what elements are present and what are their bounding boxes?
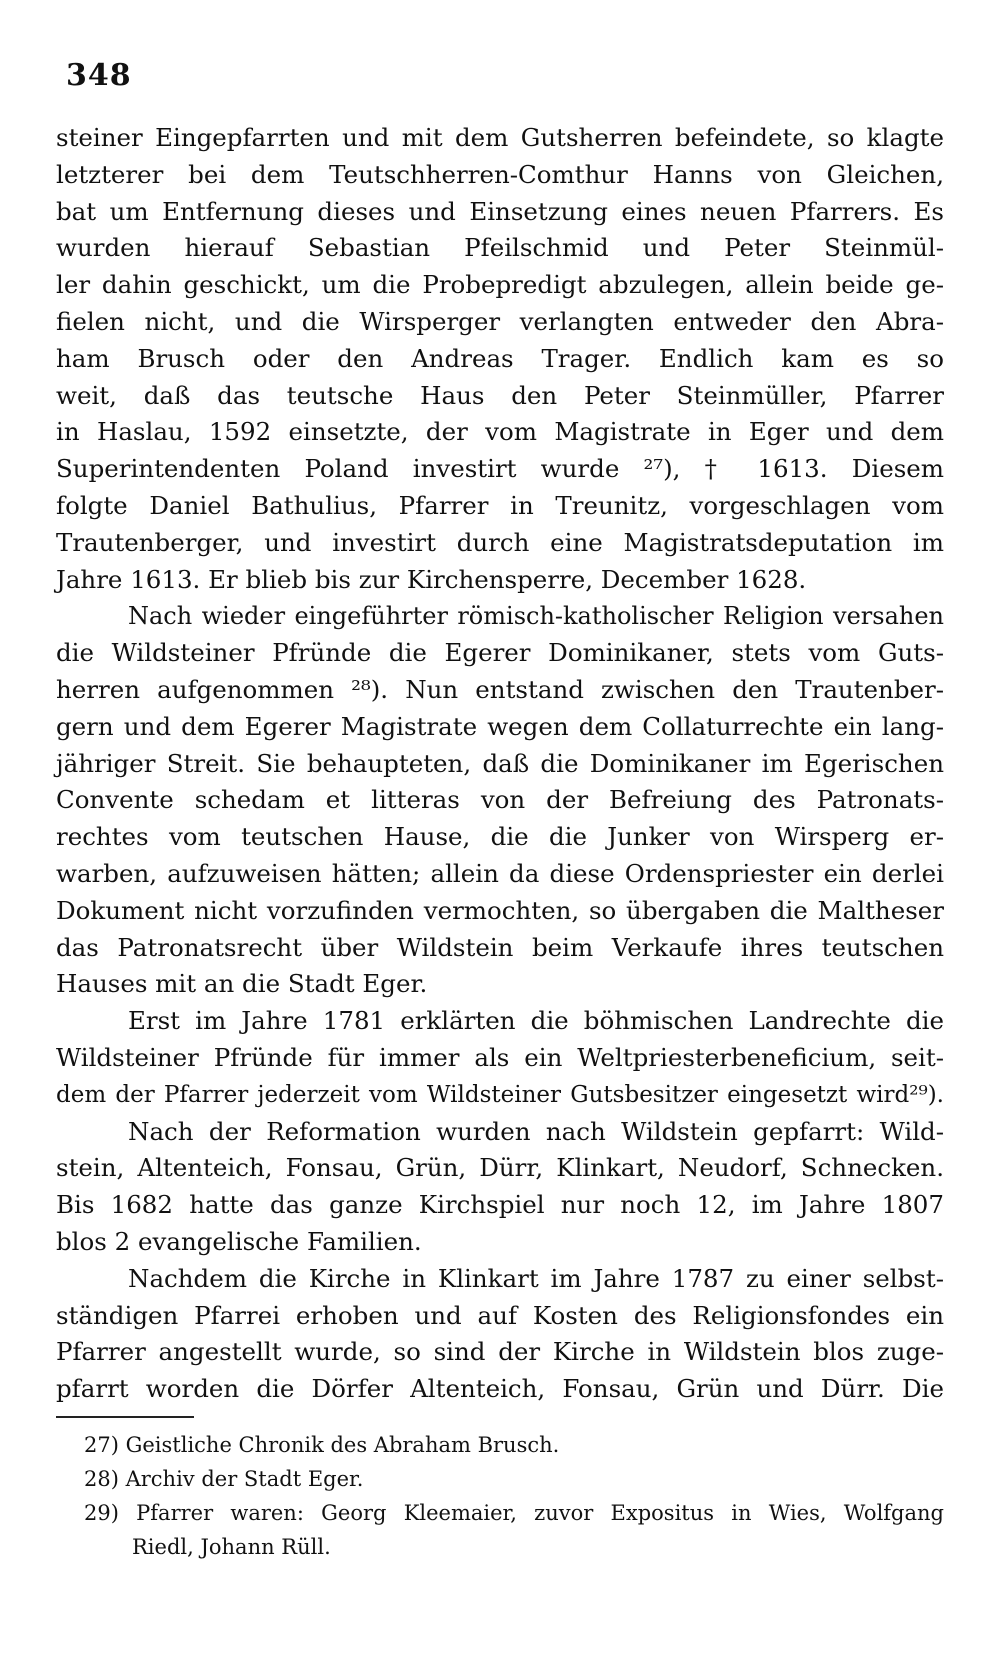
text-line: Wildsteiner Pfründe für immer als ein Weltpriesterbeneficium, seit-	[56, 1042, 944, 1072]
text-line: folgte Daniel Bathulius, Pfarrer in Treunitz, vorgeschlagen vom	[56, 490, 944, 520]
text-line: Jahre 1613. Er blieb bis zur Kirchensperre, December 1628.	[56, 564, 807, 594]
text-line: rechtes vom teutschen Hause, die die Junker von Wirsperg er-	[56, 822, 944, 852]
text-line: ständigen Pfarrei erhoben und auf Kosten des Religionsfondes ein	[56, 1300, 944, 1330]
footnote-29: 29) Pfarrer waren: Georg Kleemaier, zuvor Expositus in Wies, Wolfgang	[84, 1501, 944, 1525]
text-line: Dokument nicht vorzufinden vermochten, so übergaben die Malthеser	[56, 895, 944, 925]
footnote-28: 28) Archiv der Stadt Eger.	[84, 1467, 364, 1491]
text-line: bat um Entfernung dieses und Einsetzung eines neuen Pfarrers. Es	[56, 196, 944, 226]
text-line: Superintendenten Poland investirt wurde ²⁷), † 1613. Diesem	[56, 454, 944, 484]
text-line: Bis 1682 hatte das ganze Kirchspiel nur noch 12, im Jahre 1807	[56, 1190, 944, 1220]
text-line: steiner Eingepfarrten und mit dem Gutsherren befeindete, so klagte	[56, 123, 944, 152]
text-line: pfarrt worden die Dörfer Altenteich, Fonsau, Grün und Dürr. Die	[56, 1374, 944, 1404]
text-line: Nach wieder eingeführter römisch-katholischer Religion versahen	[128, 602, 944, 631]
footnote-divider	[56, 1416, 194, 1418]
text-line: herren aufgenommen ²⁸). Nun entstand zwischen den Trautenber-	[56, 674, 944, 704]
text-line: Trautenberger, und investirt durch eine Magistratsdeputation im	[56, 527, 944, 557]
text-line: jähriger Streit. Sie behaupteten, daß die Dominikaner im Egerischen	[56, 748, 944, 778]
text-line: Nach der Reformation wurden nach Wildstein gepfarrt: Wild-	[128, 1116, 944, 1146]
body-text	[56, 120, 944, 1408]
text-line: letzterer bei dem Teutschherren-Comthur Hanns von Gleichen,	[56, 159, 944, 189]
text-line: in Haslau, 1592 einsetzte, der vom Magistrate in Eger und dem	[56, 417, 944, 447]
text-line: Hauses mit an die Stadt Eger.	[56, 969, 428, 999]
text-line: warben, aufzuweisen hätten; allein da diese Ordenspriester ein derlei	[56, 858, 944, 888]
footnotes	[84, 1428, 944, 1564]
text-line: Erst im Jahre 1781 erklärten die böhmischen Landrechte die	[128, 1006, 944, 1036]
text-line: Pfarrer angestellt wurde, so sind der Kirche in Wildstein blos zuge-	[56, 1337, 944, 1367]
footnote-29-continuation: Riedl, Johann Rüll.	[132, 1535, 331, 1559]
text-line: Convente schedam et litteras von der Befreiung des Patronats-	[56, 785, 944, 815]
text-line: dem der Pfarrer jederzeit vom Wildsteiner Gutsbesitzer eingesetzt wird²⁹).	[56, 1081, 944, 1108]
text-line: blos 2 evangelische Familien.	[56, 1226, 422, 1256]
text-line: ler dahin geschickt, um die Probepredigt abzulegen, allein beide ge-	[56, 270, 944, 300]
text-line: ham Brusch oder den Andreas Trager. Endlich kam es so	[56, 343, 944, 373]
text-line: weit, daß das teutsche Haus den Peter Steinmüller, Pfarrer	[56, 380, 944, 410]
footnote-27: 27) Geistliche Chronik des Abraham Brusch.	[84, 1433, 560, 1457]
text-line: stein, Altenteich, Fonsau, Grün, Dürr, Klinkart, Neudorf, Schnecken.	[56, 1153, 944, 1183]
text-line: wurden hierauf Sebastian Pfeilschmid und Peter Steinmül-	[56, 233, 944, 263]
text-line: Nachdem die Kirche in Klinkart im Jahre 1787 zu einer selbst-	[128, 1263, 944, 1293]
text-line: fielen nicht, und die Wirsperger verlangten entweder den Abra-	[56, 306, 944, 336]
page-number: 348	[66, 58, 132, 93]
text-line: das Patronatsrecht über Wildstein beim Verkaufe ihres teutschen	[56, 932, 944, 962]
text-line: die Wildsteiner Pfründe die Egerer Dominikaner, stets vom Guts-	[56, 638, 944, 668]
text-line: gern und dem Egerer Magistrate wegen dem Collaturrechte ein lang-	[56, 711, 944, 741]
